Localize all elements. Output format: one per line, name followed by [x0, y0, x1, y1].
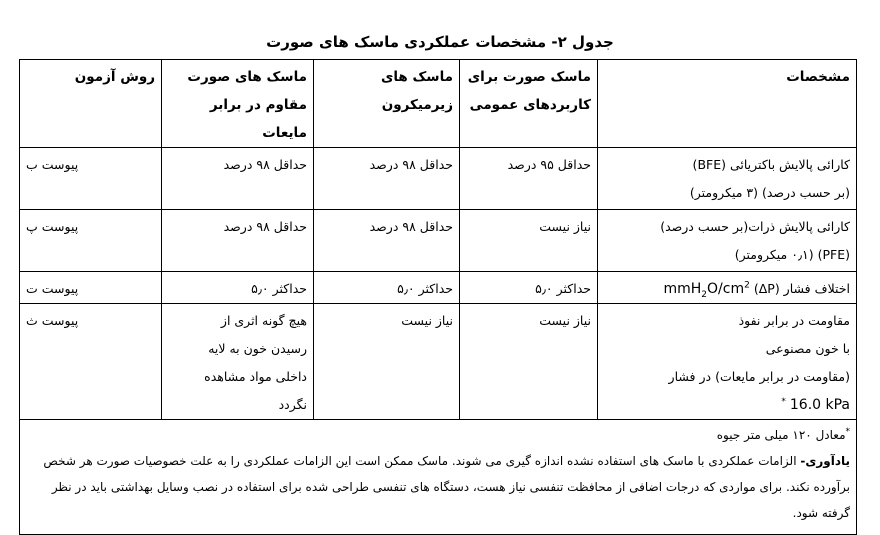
notes-cell: *معادل ۱۲۰ میلی متر جیوه یادآوری- الزامات عملکردی با ماسک های استفاده نشده اندازه گیری می شوند. ماسک ممکن است این الزامات عملکردی را به علت خصوصیات صورت هر شخص برآورده نکند. برای مواردی که درجات اضافی از محافظت تنفسی نیاز هست، دستگاه های تنفسی طراحی شده برای استفاده در نصب وسایل بهداشتی باید در نظر گرفته شود.	[20, 420, 857, 535]
table-row	[20, 148, 857, 210]
test-cell: پیوست ت	[20, 272, 162, 304]
table-title: جدول ۲- مشخصات عملکردی ماسک های صورت	[266, 33, 614, 51]
footnote: *معادل ۱۲۰ میلی متر جیوه	[716, 427, 850, 442]
notes-row	[20, 420, 857, 535]
spec-cell: مقاومت در برابر نفوذ با خون مصنوعی (مقاومت در برابر مایعات) در فشار 16.0 kPa *	[598, 304, 857, 420]
test-cell: پیوست ب	[20, 148, 162, 210]
fluid-cell: حداقل ۹۸ درصد	[162, 148, 314, 210]
fluid-cell: هیچ گونه اثری از رسیدن خون به لایه داخلی مواد مشاهده نگردد	[162, 304, 314, 420]
submicron-cell: حداقل ۹۸ درصد	[314, 148, 460, 210]
fluid-cell: حداکثر ۵٫۰	[162, 272, 314, 304]
header-fluid: ماسک های صورت مقاوم در برابر مایعات	[162, 60, 314, 148]
header-general: ماسک صورت برای کاربردهای عمومی	[460, 60, 598, 148]
submicron-cell: نیاز نیست	[314, 304, 460, 420]
reminder: یادآوری- الزامات عملکردی با ماسک های استفاده نشده اندازه گیری می شوند. ماسک ممکن است این الزامات عملکردی را به علت خصوصیات صورت هر شخص	[43, 454, 850, 468]
table-row	[20, 272, 857, 304]
spec-cell: کارائی پالایش باکتریائی (BFE) (بر حسب درصد) (۳ میکرومتر)	[598, 148, 857, 210]
header-spec: مشخصات	[598, 60, 857, 148]
submicron-cell: حداکثر ۵٫۰	[314, 272, 460, 304]
spec-cell: اختلاف فشار (ΔP) $mmH_2O/cm^2$	[598, 272, 857, 304]
submicron-cell: حداقل ۹۸ درصد	[314, 210, 460, 272]
table-row	[20, 210, 857, 272]
header-row	[20, 60, 857, 148]
test-cell: پیوست پ	[20, 210, 162, 272]
fluid-cell: حداقل ۹۸ درصد	[162, 210, 314, 272]
general-cell: نیاز نیست	[460, 210, 598, 272]
general-cell: حداکثر ۵٫۰	[460, 272, 598, 304]
table-row	[20, 304, 857, 420]
spec-cell: کارائی پالایش ذرات(بر حسب درصد) (PFE) (۰٫۱ میکرومتر)	[598, 210, 857, 272]
unit-formula: $mmH_2O/cm^2$	[663, 280, 750, 300]
test-cell: پیوست ث	[20, 304, 162, 420]
general-cell: نیاز نیست	[460, 304, 598, 420]
header-test-method: روش آزمون	[20, 60, 162, 148]
header-submicron: ماسک های زیرمیکرون	[314, 60, 460, 148]
performance-table	[19, 59, 857, 535]
general-cell: حداقل ۹۵ درصد	[460, 148, 598, 210]
